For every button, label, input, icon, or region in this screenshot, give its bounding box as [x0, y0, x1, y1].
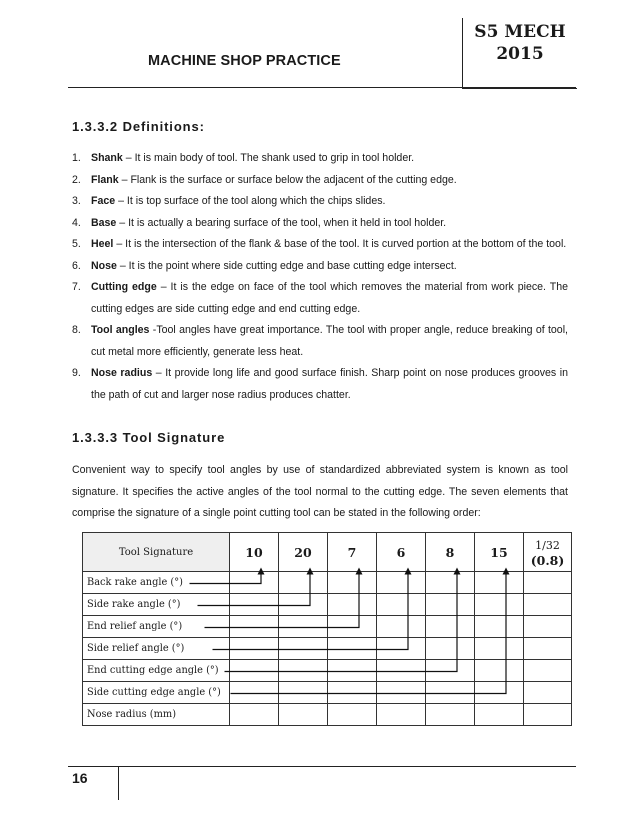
definition-number: 9.: [72, 367, 81, 379]
definition-number: 6.: [72, 259, 81, 272]
signature-cell: [426, 638, 475, 660]
signature-row-label: End relief angle (°): [83, 616, 230, 638]
definition-text: – Flank is the surface or surface below the adjacent of the cutting edge.: [118, 173, 457, 186]
signature-cell: [328, 638, 377, 660]
tool-signature-table: [82, 532, 572, 726]
tool-signature-heading: 1.3.3.3 Tool Signature: [72, 430, 226, 445]
definitions-heading: 1.3.3.2 Definitions:: [72, 119, 205, 134]
definition-text: -Tool angles have great importance. The tool with proper angle, reduce breaking of tool, cut metal more efficiently, generate less heat.: [91, 324, 568, 358]
signature-cell: [475, 616, 524, 638]
signature-cell: [230, 660, 279, 682]
signature-cell: [328, 572, 377, 594]
definition-text: – It is actually a bearing surface of the tool, when it held in tool holder.: [116, 216, 447, 229]
definition-term: Cutting edge: [91, 281, 157, 293]
signature-cell: [377, 638, 426, 660]
signature-cell: [377, 704, 426, 726]
definition-term: Heel: [91, 238, 114, 250]
signature-cell: [279, 572, 328, 594]
definition-number: 5.: [72, 238, 81, 250]
signature-cell: [230, 594, 279, 616]
signature-row-label: Side rake angle (°): [83, 594, 230, 616]
document-title: MACHINE SHOP PRACTICE: [148, 53, 341, 69]
definition-item: [72, 213, 568, 235]
definition-number: 3.: [72, 195, 81, 207]
signature-value: 15: [475, 533, 524, 572]
definition-number: 8.: [72, 324, 81, 336]
signature-cell: [426, 616, 475, 638]
signature-cell: [279, 616, 328, 638]
signature-cell: [230, 638, 279, 660]
definition-item: [72, 363, 568, 406]
definition-text: – It is top surface of the tool along which the chips slides.: [115, 195, 386, 207]
definition-number: 7.: [72, 281, 81, 293]
signature-cell: [279, 704, 328, 726]
definition-text: – It is main body of tool. The shank used to grip in tool holder.: [122, 152, 415, 164]
signature-row-label: Back rake angle (°): [83, 572, 230, 594]
definition-term: Base: [91, 216, 117, 229]
signature-cell: [475, 572, 524, 594]
definition-item: [72, 234, 568, 256]
signature-cell: [328, 704, 377, 726]
signature-cell: [426, 682, 475, 704]
signature-value: 10: [230, 533, 279, 572]
signature-cell: [475, 704, 524, 726]
tool-signature-paragraph: Convenient way to specify tool angles by use of standardized abbreviated system is known as tool signature. It specifies the active angles of the tool normal to the cutting edge. The seven elements that comprise the signature of a single point cutting tool can be stated in the following order:: [72, 464, 568, 519]
definition-item: [72, 256, 568, 278]
signature-row: [83, 616, 572, 638]
signature-cell: [328, 682, 377, 704]
course-line-1: S5 MECH: [474, 22, 566, 42]
signature-cell: [377, 572, 426, 594]
signature-value: 8: [426, 533, 475, 572]
definition-term: Nose: [91, 259, 117, 272]
signature-cell: [524, 594, 572, 616]
signature-row-label: Nose radius (mm): [83, 704, 230, 726]
definition-item: [72, 148, 568, 170]
signature-header-row: [83, 533, 572, 572]
signature-cell: [475, 638, 524, 660]
signature-cell: [279, 682, 328, 704]
definition-term: Nose radius: [91, 367, 153, 379]
signature-row-label: Side relief angle (°): [83, 638, 230, 660]
signature-cell: [328, 594, 377, 616]
signature-row-label: End cutting edge angle (°): [83, 660, 230, 682]
signature-cell: [377, 616, 426, 638]
definition-number: 2.: [72, 173, 81, 186]
signature-cell: [377, 682, 426, 704]
signature-cell: [426, 704, 475, 726]
signature-row-label: Side cutting edge angle (°): [83, 682, 230, 704]
signature-cell: [279, 638, 328, 660]
course-line-2: 2015: [496, 44, 544, 64]
signature-cell: [377, 660, 426, 682]
definition-term: Face: [91, 195, 116, 207]
signature-value-nose-radius: [524, 533, 572, 572]
signature-cell: [475, 660, 524, 682]
signature-cell: [230, 572, 279, 594]
definition-number: 4.: [72, 216, 81, 229]
signature-cell: [524, 638, 572, 660]
signature-cell: [230, 704, 279, 726]
signature-row: [83, 660, 572, 682]
signature-cell: [328, 616, 377, 638]
signature-cell: [426, 594, 475, 616]
signature-cell: [426, 660, 475, 682]
signature-cell: [524, 616, 572, 638]
signature-cell: [524, 682, 572, 704]
signature-cell: [524, 572, 572, 594]
definition-item: [72, 277, 568, 320]
signature-row: [83, 704, 572, 726]
signature-cell: [279, 594, 328, 616]
definition-term: Flank: [91, 173, 119, 186]
signature-row: [83, 572, 572, 594]
page-number: 16: [72, 770, 88, 786]
signature-cell: [524, 660, 572, 682]
definition-text: – It is the edge on face of the tool which removes the material from work piece. The cutting edges are side cutting edge and end cutting edge.: [91, 281, 569, 315]
signature-cell: [230, 682, 279, 704]
signature-value: 7: [328, 533, 377, 572]
signature-row: [83, 638, 572, 660]
signature-value: 6: [377, 533, 426, 572]
signature-header-label: Tool Signature: [83, 533, 230, 572]
nose-radius-fraction: 1/32: [535, 538, 560, 552]
nose-radius-mm: (0.8): [530, 552, 565, 568]
signature-row: [83, 682, 572, 704]
footer-divider: [68, 766, 576, 767]
course-badge: [462, 18, 577, 89]
definition-item: [72, 170, 568, 192]
signature-cell: [426, 572, 475, 594]
signature-cell: [524, 704, 572, 726]
signature-row: [83, 594, 572, 616]
definition-number: 1.: [72, 152, 81, 164]
definition-term: Tool angles: [91, 324, 150, 336]
definition-term: Shank: [91, 152, 123, 164]
definitions-list: [72, 148, 568, 406]
definition-item: [72, 191, 568, 213]
footer-vertical-rule: [118, 766, 119, 800]
definition-item: [72, 320, 568, 363]
signature-cell: [230, 616, 279, 638]
signature-value: 20: [279, 533, 328, 572]
definition-text: – It is the intersection of the flank & base of the tool. It is curved portion at the bottom of the tool.: [113, 238, 567, 250]
signature-cell: [475, 682, 524, 704]
signature-cell: [328, 660, 377, 682]
signature-cell: [377, 594, 426, 616]
header-divider: [68, 87, 576, 88]
signature-cell: [475, 594, 524, 616]
definition-text: – It provide long life and good surface finish. Sharp point on nose produces grooves in the path of cut and larger nose radius produces chatter.: [91, 367, 569, 401]
definition-text: – It is the point where side cutting edge and base cutting edge intersect.: [116, 259, 457, 272]
signature-cell: [279, 660, 328, 682]
